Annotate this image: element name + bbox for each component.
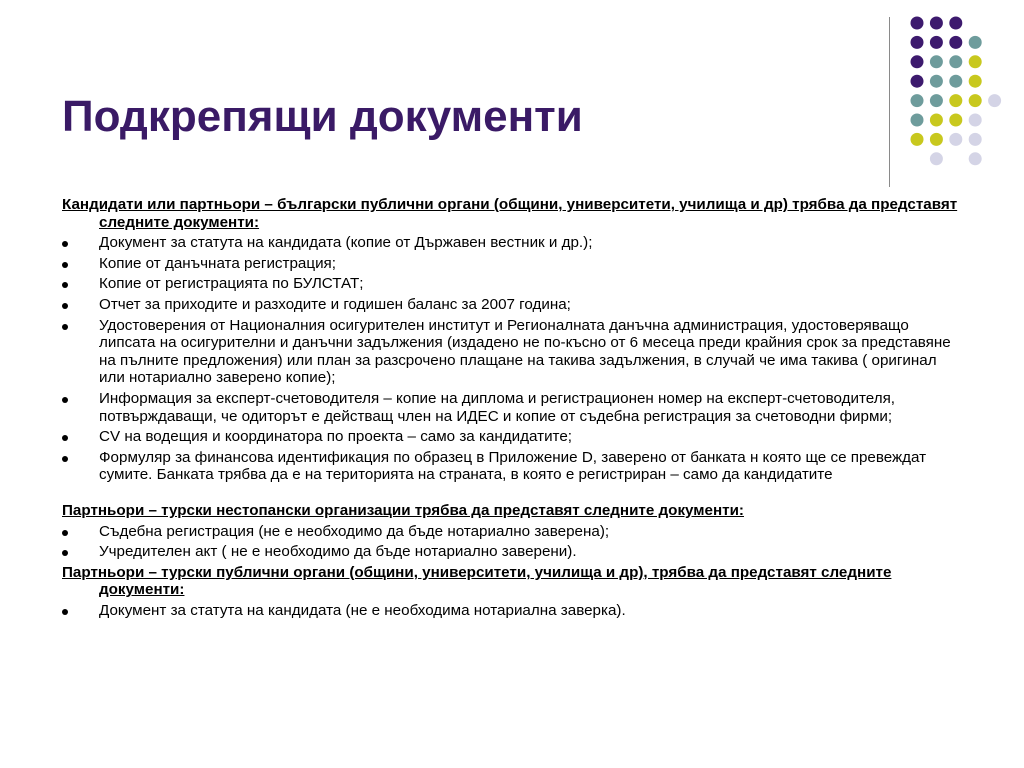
decorative-dot-lavender (988, 94, 1001, 107)
decorative-dot-yellow (930, 114, 943, 127)
list-item: Документ за статута на кандидата (не е необходима нотариална заверка). (62, 602, 962, 620)
decorative-dot-yellow (969, 75, 982, 88)
list-item: Учредителен акт ( не е необходимо да бъде нотариално заверени). (62, 543, 962, 561)
section2-list (62, 523, 962, 561)
section2-heading: Партньори – турски нестопански организации трябва да представят следните документи: (62, 501, 744, 519)
decorative-dot-yellow (911, 133, 924, 146)
section1-heading: Кандидати или партньори – български публични органи (общини, университети, училища и др) трябва да представят следните документи: (62, 196, 958, 231)
list-item: Отчет за приходите и разходите и годишен баланс за 2007 година; (62, 296, 962, 314)
list-item: Копие от данъчната регистрация; (62, 255, 962, 273)
list-item: Удостоверения от Националния осигурителен институт и Регионалната данъчна администрация, удостоверяващо липсата на осигурителни и данъчни задължения (издадено не по-късно от 6 месеца преди крайния срок за представяне на пълните предложения) или план за разсрочено плащане на такива задължения, в случай че има такива ( оригинал или нотариално заверено копие); (62, 317, 962, 387)
decorative-dot-purple (949, 17, 962, 30)
decorative-dot-lavender (949, 133, 962, 146)
decorative-dot-yellow (930, 133, 943, 146)
decorative-dot-teal (930, 55, 943, 68)
decorative-dot-yellow (949, 114, 962, 127)
decorative-dot-lavender (969, 114, 982, 127)
section1-list (62, 234, 962, 484)
decorative-dot-purple (911, 75, 924, 88)
decorative-dot-purple (930, 36, 943, 49)
list-item: Документ за статута на кандидата (копие от Държавен вестник и др.); (62, 234, 962, 252)
section3-heading: Партньори – турски публични органи (общини, университети, училища и др), трябва да представят следните документи: (62, 563, 892, 599)
decorative-dot-purple (911, 55, 924, 68)
list-item: Информация за експерт-счетоводителя – копие на диплома и регистрационен номер на експерт-счетоводителя, потвърждаващи, че одиторът е действащ член на ИДЕС и копие от съдебна регистрация за счетоводни фирми; (62, 390, 962, 425)
decorative-dot-purple (930, 17, 943, 30)
list-item: CV на водещия и координатора по проекта – само за кандидатите; (62, 428, 962, 446)
list-item: Съдебна регистрация (не е необходимо да бъде нотариално заверена); (62, 523, 962, 541)
slide-title: Подкрепящи документи (62, 92, 583, 141)
decorative-dot-yellow (969, 55, 982, 68)
decorative-dot-teal (949, 55, 962, 68)
decorative-dot-lavender (930, 152, 943, 165)
decorative-dot-purple (949, 36, 962, 49)
list-item: Копие от регистрацията по БУЛСТАТ; (62, 275, 962, 293)
decorative-dot-teal (911, 114, 924, 127)
decorative-dot-yellow (949, 94, 962, 107)
decorative-divider-line (889, 17, 890, 187)
decorative-dot-lavender (969, 133, 982, 146)
list-item: Формуляр за финансова идентификация по образец в Приложение D, заверено от банката н която ще се превеждат сумите. Банката трябва да е на територията на страната, в която е регистриран – само да кандидатите (62, 449, 962, 484)
decorative-dot-teal (949, 75, 962, 88)
decorative-dot-teal (930, 75, 943, 88)
decorative-dot-purple (911, 17, 924, 30)
decorative-dot-teal (911, 94, 924, 107)
decorative-dot-lavender (969, 152, 982, 165)
decorative-dot-yellow (969, 94, 982, 107)
slide-body (62, 196, 962, 619)
decorative-dot-purple (911, 36, 924, 49)
decorative-dot-teal (930, 94, 943, 107)
section3-list (62, 602, 962, 620)
decorative-dot-teal (969, 36, 982, 49)
